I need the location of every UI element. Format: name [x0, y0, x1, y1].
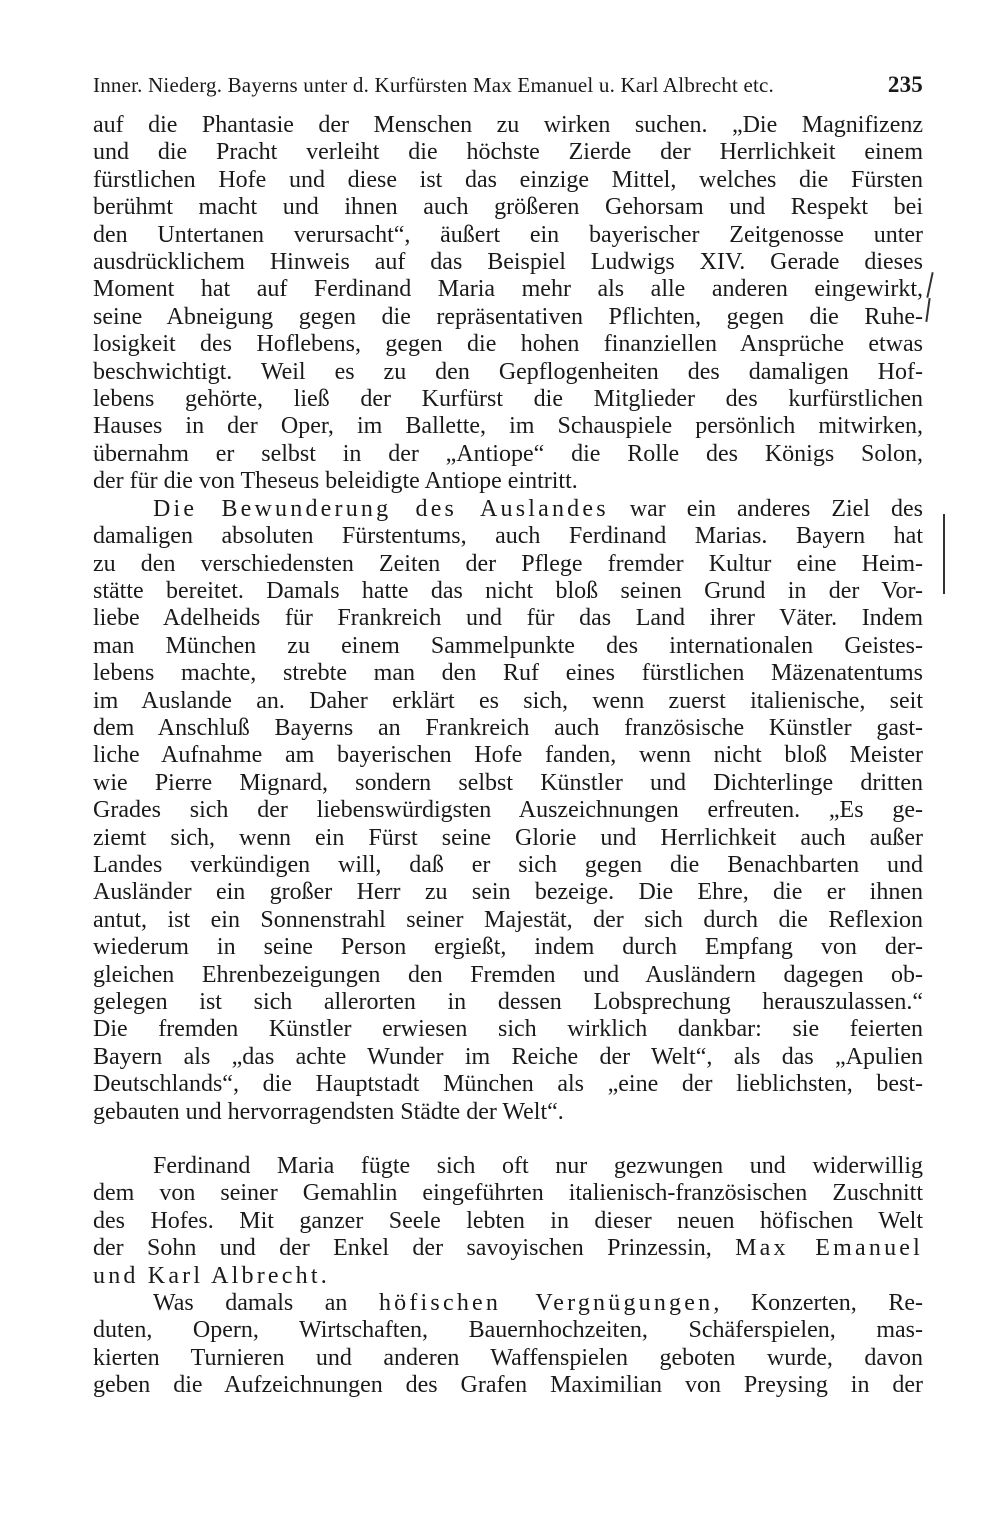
text-line: Deutschlands“, die Hauptstadt München als „eine der lieblichsten, best-: [93, 1071, 923, 1098]
text-line: wiederum in seine Person ergießt, indem durch Empfang von der-: [93, 934, 923, 961]
text-line: [93, 1263, 923, 1290]
text-fragment: der Sohn und der Enkel der savoyischen Prinzessin,: [93, 1235, 736, 1262]
spaced-emphasis: Die Bewunderung des Auslandes: [153, 495, 609, 522]
text-line: lebens machte, strebte man den Ruf eines fürstlichen Mäzenatentums: [93, 660, 923, 687]
text-line: zu den verschiedensten Zeiten der Pflege fremder Kultur eine Heim-: [93, 550, 923, 577]
spaced-emphasis: höfischen Vergnügungen: [378, 1290, 714, 1317]
running-header: [93, 72, 923, 106]
text-line: gleichen Ehrenbezeigungen den Fremden und Ausländern dagegen ob-: [93, 961, 923, 988]
text-line: und die Pracht verleiht die höchste Zierde der Herrlichkeit einem: [93, 139, 923, 166]
text-line: [93, 1235, 923, 1262]
text-line: stätte bereitet. Damals hatte das nicht bloß seinen Grund in der Vor-: [93, 577, 923, 604]
text-line: ausdrücklichem Hinweis auf das Beispiel Ludwigs XIV. Gerade dieses: [93, 249, 923, 276]
text-line: Ausländer ein großer Herr zu sein bezeige. Die Ehre, die er ihnen: [93, 879, 923, 906]
text-line: auf die Phantasie der Menschen zu wirken suchen. „Die Magnifizenz: [93, 112, 923, 138]
spaced-emphasis: und Karl Albrecht: [93, 1262, 321, 1289]
text-fragment: .: [320, 1262, 327, 1289]
spaced-emphasis: Max Emanuel: [735, 1235, 923, 1262]
text-line: [93, 496, 923, 523]
paragraph-3: [93, 1153, 923, 1290]
text-line: Grades sich der liebenswürdigsten Auszeichnungen erfreuten. „Es ge-: [93, 797, 923, 824]
text-line: berühmt macht und ihnen auch größeren Gehorsam und Respekt bei: [93, 194, 923, 221]
text-line: Hauses in der Oper, im Ballette, im Schauspiele persönlich mitwirken,: [93, 413, 923, 440]
text-fragment: , Konzerten, Re-: [713, 1290, 923, 1317]
text-line: seine Abneigung gegen die repräsentativen Pflichten, gegen die Ruhe-: [93, 303, 923, 330]
margin-line: [943, 514, 945, 594]
text-line: Die fremden Künstler erwiesen sich wirklich dankbar: sie feierten: [93, 1016, 923, 1043]
text-line: ziemt sich, wenn ein Fürst seine Glorie und Herrlichkeit auch außer: [93, 824, 923, 851]
text-line: geben die Aufzeichnungen des Grafen Maximilian von Preysing in der: [93, 1372, 923, 1399]
text-line: damaligen absoluten Fürstentums, auch Ferdinand Marias. Bayern hat: [93, 523, 923, 550]
margin-mark: [925, 298, 930, 322]
text-line: duten, Opern, Wirtschaften, Bauernhochzeiten, Schäferspielen, mas-: [93, 1317, 923, 1344]
text-line: liche Aufnahme am bayerischen Hofe fanden, wenn nicht bloß Meister: [93, 742, 923, 769]
text-line: man München zu einem Sammelpunkte des internationalen Geistes-: [93, 632, 923, 659]
text-line: im Auslande an. Daher erklärt es sich, wenn zuerst italienische, seit: [93, 687, 923, 714]
text-line: losigkeit des Hoflebens, gegen die hohen finanziellen Ansprüche etwas: [93, 331, 923, 358]
paragraph-1: [93, 112, 923, 496]
running-title: Inner. Niederg. Bayerns unter d. Kurfürsten Max Emanuel u. Karl Albrecht etc.: [93, 73, 774, 97]
text-line: gelegen ist sich allerorten in dessen Lobsprechung herauszulassen.“: [93, 989, 923, 1015]
text-line: Ferdinand Maria fügte sich oft nur gezwungen und widerwillig: [153, 1153, 923, 1180]
text-fragment: Was damals an: [153, 1290, 379, 1317]
text-line: fürstlichen Hofe und diese ist das einzige Mittel, welches die Fürsten: [93, 166, 923, 193]
text-line: der für die von Theseus beleidigte Antiope eintritt.: [93, 468, 578, 495]
text-line: dem von seiner Gemahlin eingeführten italienisch-französischen Zuschnitt: [93, 1180, 923, 1207]
text-line: Moment hat auf Ferdinand Maria mehr als alle anderen eingewirkt,: [93, 276, 923, 303]
text-line: wie Pierre Mignard, sondern selbst Künstler und Dichterlinge dritten: [93, 769, 923, 796]
document-page: [93, 72, 923, 1400]
text-line: lebens gehörte, ließ der Kurfürst die Mitglieder des kurfürstlichen: [93, 386, 923, 413]
text-line: liebe Adelheids für Frankreich und für das Land ihrer Väter. Indem: [93, 605, 923, 632]
text-line: dem Anschluß Bayerns an Frankreich auch französische Künstler gast-: [93, 714, 923, 741]
text-line: des Hofes. Mit ganzer Seele lebten in dieser neuen höfischen Welt: [93, 1207, 923, 1234]
margin-mark: [926, 272, 933, 298]
text-line: gebauten und hervorragendsten Städte der Welt“.: [93, 1098, 564, 1125]
text-line: den Untertanen verursacht“, äußert ein bayerischer Zeitgenosse unter: [93, 221, 923, 248]
text-line: Landes verkündigen will, daß er sich gegen die Benachbarten und: [93, 851, 923, 878]
paragraph-4: [93, 1290, 923, 1400]
paragraph-2: [93, 496, 923, 1126]
text-line: beschwichtigt. Weil es zu den Gepflogenheiten des damaligen Hof-: [93, 358, 923, 385]
text-line: Bayern als „das achte Wunder im Reiche der Welt“, als das „Apulien: [93, 1043, 923, 1070]
text-line: antut, ist ein Sonnenstrahl seiner Majestät, der sich durch die Reflexion: [93, 906, 923, 933]
text-line: übernahm er selbst in der „Antiope“ die Rolle des Königs Solon,: [93, 440, 923, 467]
page-number: 235: [887, 72, 923, 97]
text-line: kierten Turnieren und anderen Waffenspielen geboten wurde, davon: [93, 1344, 923, 1371]
text-fragment: war ein anderes Ziel des: [608, 495, 923, 522]
text-line: [93, 1290, 923, 1317]
